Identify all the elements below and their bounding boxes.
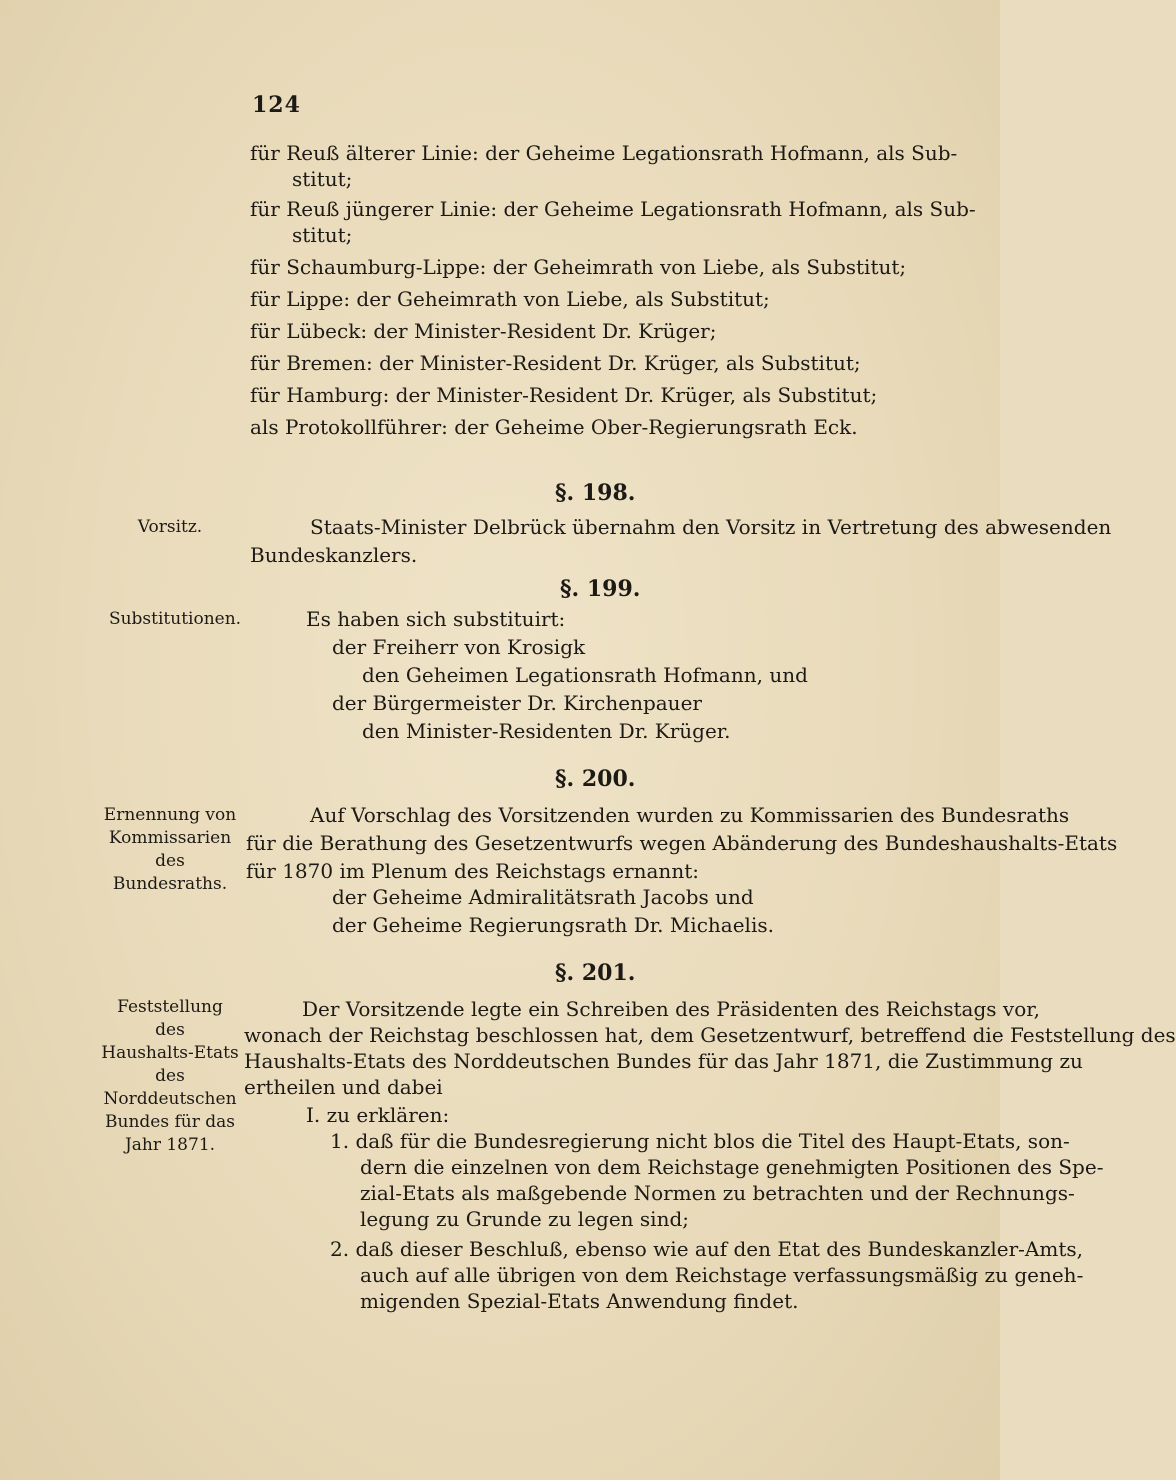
- margin-note-ernennung: [100, 804, 240, 896]
- paragraph-line: Auf Vorschlag des Vorsitzenden wurden zu Kommissarien des Bundesraths: [310, 803, 1070, 827]
- substitution-line: den Minister-Residenten Dr. Krüger.: [362, 719, 731, 743]
- margin-note-line: Ernennung von: [103, 805, 237, 825]
- enumeration-line: zial-Etats als maßgebende Normen zu betrachten und der Rechnungs-: [360, 1181, 1075, 1205]
- signatory-line: für Schaumburg-Lippe: der Geheimrath von Liebe, als Substitut;: [250, 255, 907, 279]
- paragraph-line: Staats-Minister Delbrück übernahm den Vorsitz in Vertretung des abwesenden: [310, 515, 1112, 539]
- enumeration-line: 2. daß dieser Beschluß, ebenso wie auf den Etat des Bundeskanzler-Amts,: [330, 1237, 1083, 1261]
- signatory-line: für Reuß älterer Linie: der Geheime Legationsrath Hofmann, als Sub-: [250, 141, 958, 165]
- signatory-line: als Protokollführer: der Geheime Ober-Regierungsrath Eck.: [250, 415, 858, 439]
- section-heading-201: §. 201.: [555, 960, 636, 986]
- enumeration-line: migenden Spezial-Etats Anwendung findet.: [360, 1289, 799, 1313]
- enumeration-line: 1. daß für die Bundesregierung nicht blos die Titel des Haupt-Etats, son-: [330, 1129, 1070, 1153]
- signatory-line-continuation: stitut;: [292, 223, 353, 247]
- margin-note-line: Feststellung des: [117, 997, 223, 1040]
- paragraph-line: Es haben sich substituirt:: [306, 607, 566, 631]
- substitution-line: der Bürgermeister Dr. Kirchenpauer: [332, 691, 702, 715]
- page-number: 124: [252, 92, 301, 118]
- signatory-line-continuation: stitut;: [292, 167, 353, 191]
- margin-note-line: Kommissarien des: [108, 828, 232, 871]
- margin-note-line: Jahr 1871.: [124, 1135, 216, 1155]
- margin-note-vorsitz: Vorsitz.: [137, 517, 203, 537]
- paragraph-line: für 1870 im Plenum des Reichstags ernannt:: [246, 859, 699, 883]
- substitution-line: den Geheimen Legationsrath Hofmann, und: [362, 663, 808, 687]
- paragraph-line: Haushalts-Etats des Norddeutschen Bundes für das Jahr 1871, die Zustimmung zu: [244, 1049, 1083, 1073]
- signatory-line: für Hamburg: der Minister-Resident Dr. Krüger, als Substitut;: [250, 383, 878, 407]
- margin-note-substitutionen: Substitutionen.: [108, 609, 242, 629]
- enumeration-line: dern die einzelnen von dem Reichstage genehmigten Positionen des Spe-: [360, 1155, 1104, 1179]
- enumeration-line: legung zu Grunde zu legen sind;: [360, 1207, 689, 1231]
- signatory-line: für Lippe: der Geheimrath von Liebe, als Substitut;: [250, 287, 770, 311]
- paragraph-line: ertheilen und dabei: [244, 1075, 443, 1099]
- signatory-line: für Bremen: der Minister-Resident Dr. Krüger, als Substitut;: [250, 351, 861, 375]
- margin-note-feststellung: [100, 996, 240, 1157]
- commissioner-line: der Geheime Regierungsrath Dr. Michaelis.: [332, 913, 774, 937]
- signatory-line: für Lübeck: der Minister-Resident Dr. Krüger;: [250, 319, 717, 343]
- enumeration-line: auch auf alle übrigen von dem Reichstage verfassungsmäßig zu geneh-: [360, 1263, 1084, 1287]
- paragraph-line: Bundeskanzlers.: [250, 543, 418, 567]
- commissioner-line: der Geheime Admiralitätsrath Jacobs und: [332, 885, 754, 909]
- margin-note-line: Haushalts-Etats: [101, 1043, 239, 1063]
- paragraph-line: Der Vorsitzende legte ein Schreiben des Präsidenten des Reichstags vor,: [302, 997, 1040, 1021]
- margin-note-line: des Norddeutschen: [103, 1066, 237, 1109]
- paragraph-line: für die Berathung des Gesetzentwurfs wegen Abänderung des Bundeshaushalts-Etats: [246, 831, 1118, 855]
- substitution-line: der Freiherr von Krosigk: [332, 635, 586, 659]
- margin-note-line: Bundes für das: [105, 1112, 235, 1132]
- margin-note-line: Bundesraths.: [112, 874, 228, 894]
- section-heading-199: §. 199.: [560, 576, 641, 602]
- signatory-line: für Reuß jüngerer Linie: der Geheime Legationsrath Hofmann, als Sub-: [250, 197, 976, 221]
- paragraph-line: wonach der Reichstag beschlossen hat, dem Gesetzentwurf, betreffend die Feststellung des: [244, 1023, 1176, 1047]
- enumeration-line: I. zu erklären:: [306, 1103, 450, 1127]
- section-heading-200: §. 200.: [555, 766, 636, 792]
- section-heading-198: §. 198.: [555, 480, 636, 506]
